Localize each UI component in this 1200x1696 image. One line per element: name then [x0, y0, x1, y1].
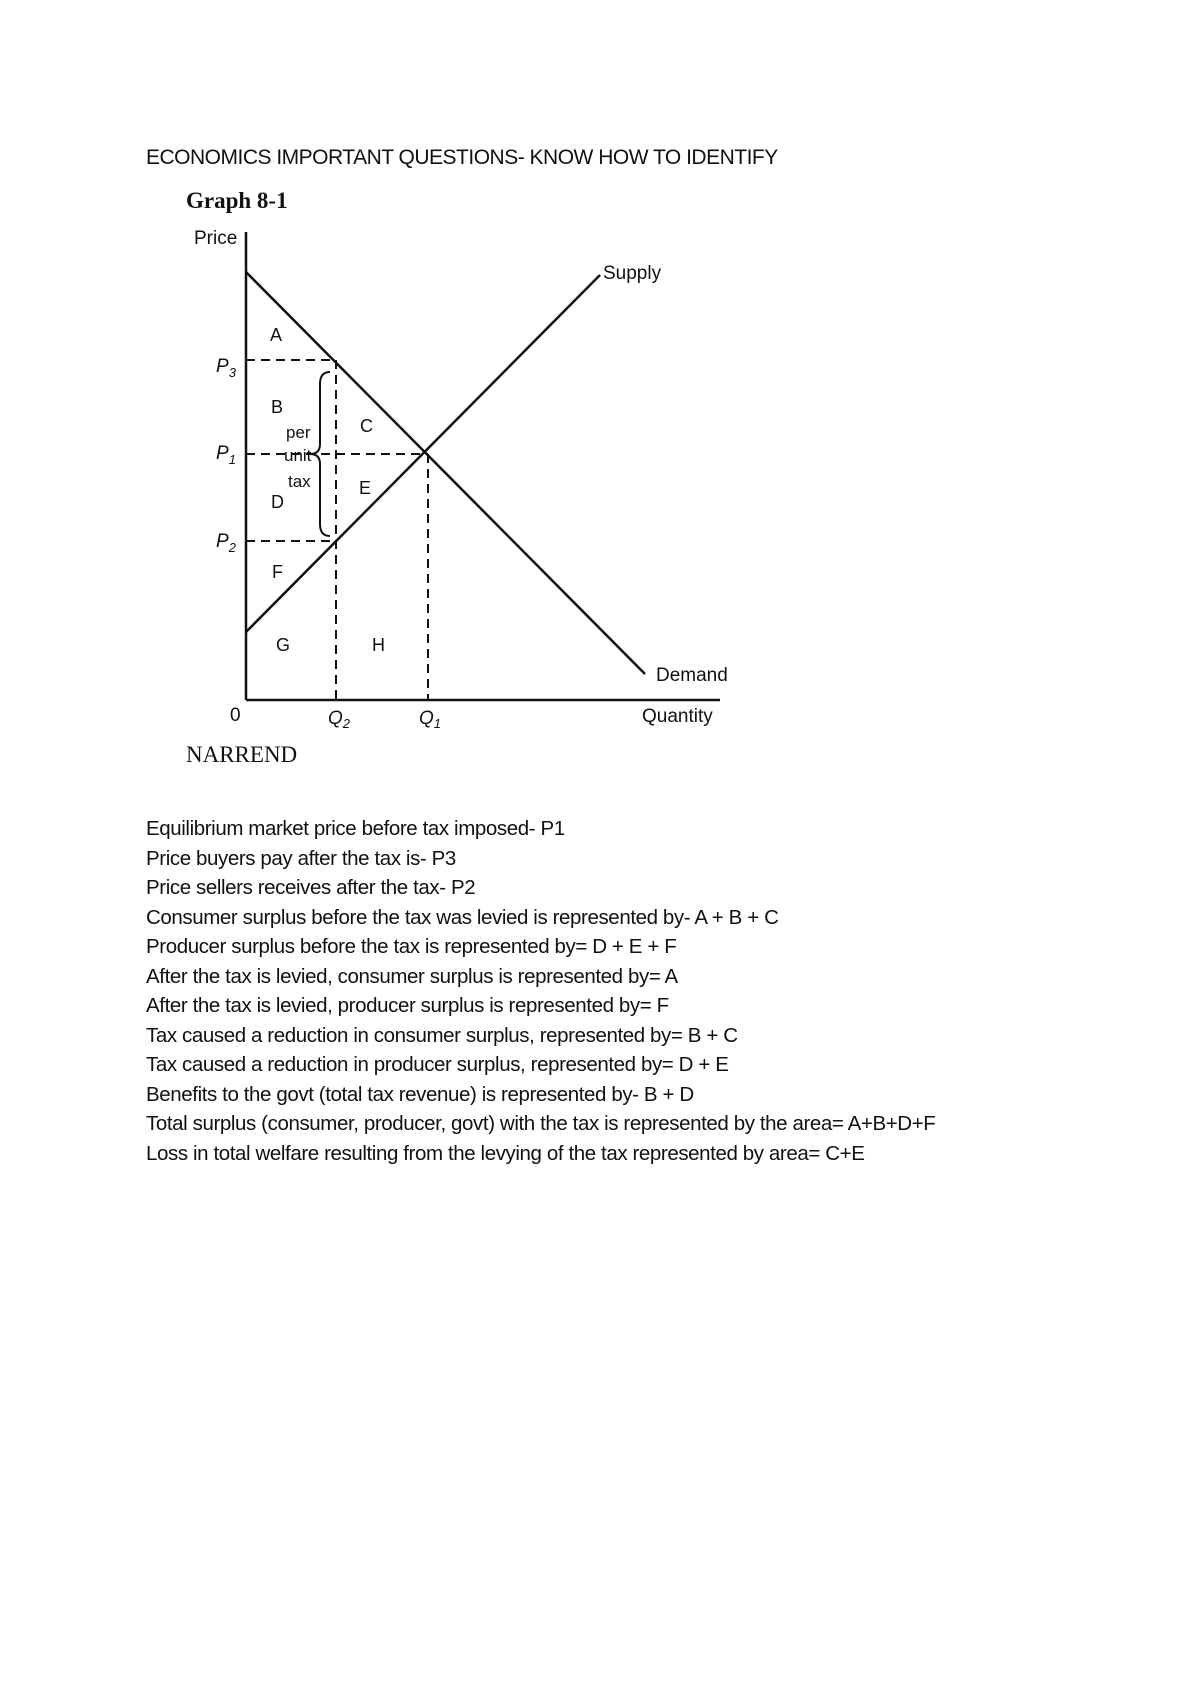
answer-line: Price buyers pay after the tax is- P3 — [146, 846, 456, 870]
answer-line: After the tax is levied, producer surplus is represented by= F — [146, 994, 669, 1017]
tax-note-per: per — [286, 423, 311, 442]
demand-label: Demand — [656, 665, 728, 686]
answer-line: Tax caused a reduction in producer surplus, represented by= D + E — [146, 1053, 729, 1076]
supply-label: Supply — [603, 263, 662, 284]
y-axis-label: Price — [194, 228, 238, 249]
p3-label: $P_3$ — [216, 356, 236, 380]
p2-label: $P_2$ — [216, 531, 236, 555]
answer-line: Total surplus (consumer, producer, govt) with the tax is represented by the area= A+B+D+F — [146, 1112, 936, 1135]
region-c-label: C — [360, 416, 373, 436]
region-d-label: D — [271, 492, 284, 512]
answer-line: Loss in total welfare resulting from the levying of the tax represented by area= C+E — [146, 1141, 865, 1165]
region-f-label: F — [272, 562, 283, 582]
answer-line: Tax caused a reduction in consumer surplus, represented by= B + C — [146, 1023, 738, 1047]
tax-note-unit: unit — [284, 446, 312, 465]
graph-title: Graph 8-1 — [186, 188, 288, 213]
page-heading: ECONOMICS IMPORTANT QUESTIONS- KNOW HOW TO IDENTIFY — [146, 146, 778, 169]
region-e-label: E — [359, 478, 372, 498]
answer-line: Consumer surplus before the tax was levied is represented by- A + B + C — [146, 905, 779, 929]
p1-label: $P_1$ — [216, 443, 236, 467]
x-axis-label: Quantity — [642, 706, 713, 727]
answer-line: Producer surplus before the tax is represented by= D + E + F — [146, 935, 677, 958]
q1-label: $Q_1$ — [419, 708, 442, 731]
supply-demand-graph — [0, 0, 1200, 760]
answer-line: After the tax is levied, consumer surplus is represented by= A — [146, 964, 678, 988]
answer-line: Benefits to the govt (total tax revenue) is represented by- B + D — [146, 1082, 694, 1106]
graph-credit: NARREND — [186, 742, 298, 767]
tax-note-tax: tax — [288, 472, 311, 491]
origin-label: 0 — [230, 705, 241, 726]
region-b-label: B — [271, 397, 284, 417]
answer-list — [146, 814, 935, 1168]
q2-label: $Q_2$ — [328, 708, 351, 731]
answer-line: Equilibrium market price before tax imposed- P1 — [146, 817, 565, 840]
region-h-label: H — [372, 635, 385, 655]
region-g-label: G — [276, 635, 291, 655]
region-a-label: A — [270, 325, 283, 345]
answer-line: Price sellers receives after the tax- P2 — [146, 876, 476, 899]
